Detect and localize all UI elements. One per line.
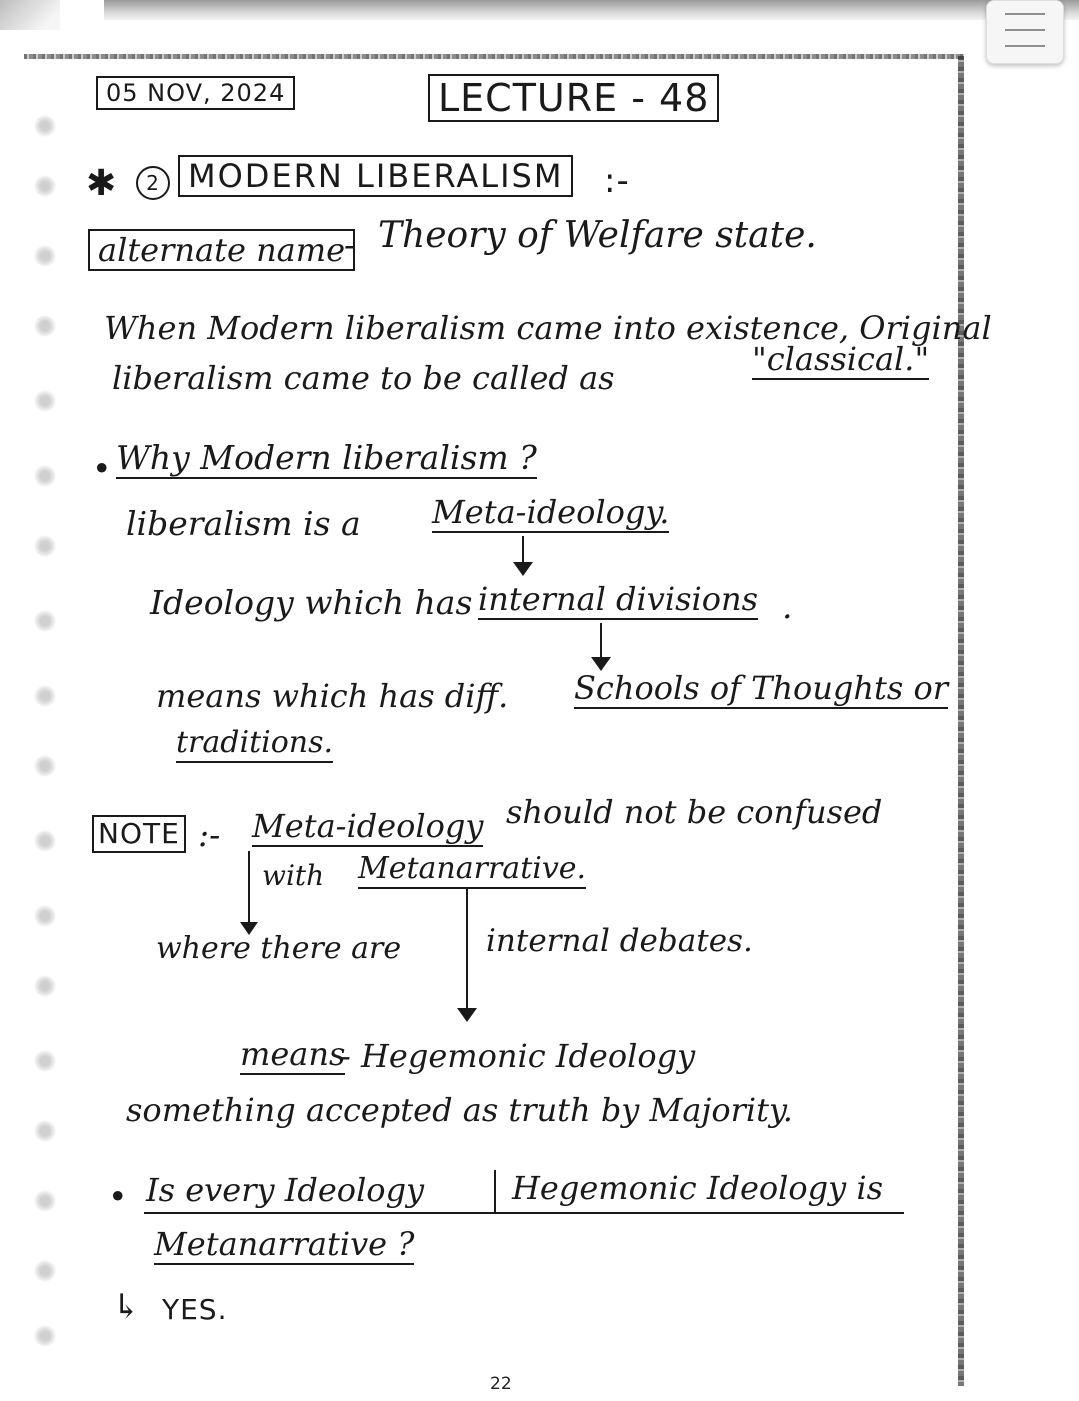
majority-line: something accepted as truth by Majority. <box>126 1091 793 1129</box>
intro-line-1: When Modern liberalism came into existence, Original <box>104 309 992 347</box>
answer-arrow-icon: ↳ <box>112 1287 141 1327</box>
internal-debates: internal debates. <box>486 923 753 959</box>
where-line: where there are <box>156 931 402 966</box>
hegemonic-ideology: - Hegemonic Ideology <box>340 1037 696 1075</box>
note-colon: :- <box>198 815 221 854</box>
note-label: NOTE <box>92 815 186 853</box>
divider-line <box>466 888 468 1010</box>
classical-term: "classical." <box>752 340 930 378</box>
schools-line: means which has diff. <box>156 677 509 715</box>
page-number: 22 <box>490 1374 512 1394</box>
meta-ideology-line: liberalism is a <box>126 504 361 543</box>
scan-edge <box>0 0 60 30</box>
metanarrative-question: Metanarrative ? <box>154 1225 415 1263</box>
bullet: • <box>92 449 112 488</box>
note-text: should not be confused <box>506 793 883 831</box>
page-border-right <box>958 56 964 1386</box>
notebook-binding-holes <box>34 115 62 1355</box>
section-number: 2 <box>136 166 170 200</box>
bullet: • <box>108 1177 128 1216</box>
arrow-down-icon <box>513 562 533 576</box>
ideology-line-end: . <box>782 587 793 626</box>
scan-edge-top <box>104 0 1079 20</box>
metanarrative-term: Metanarrative. <box>358 854 586 889</box>
alternate-name-dash: - <box>344 225 356 264</box>
answer-text: YES. <box>162 1293 228 1326</box>
internal-divisions-term: internal divisions <box>478 580 759 618</box>
ideology-line: Ideology which has <box>150 583 473 622</box>
note-with: with <box>262 859 325 892</box>
lecture-title: LECTURE - 48 <box>428 74 719 122</box>
arrow-down-icon <box>457 1008 477 1022</box>
why-question: Why Modern liberalism ? <box>116 438 537 477</box>
heading-suffix: :- <box>604 161 630 201</box>
star-mark: ✱ <box>86 163 118 204</box>
menu-button[interactable] <box>986 0 1064 64</box>
date-label: 05 NOV, 2024 <box>96 76 295 110</box>
intro-line-2: liberalism came to be called as <box>112 359 615 397</box>
underline <box>144 1212 904 1214</box>
divider-line <box>494 1170 496 1212</box>
schools-term: Schools of Thoughts or <box>574 669 949 707</box>
alternate-name-label: alternate name <box>88 229 355 271</box>
section-title: MODERN LIBERALISM <box>178 155 573 197</box>
alternate-name-value: Theory of Welfare state. <box>378 215 817 256</box>
page-border-top <box>24 54 964 59</box>
meta-ideology-term: Meta-ideology. <box>432 493 670 531</box>
hamburger-menu-icon <box>1005 13 1045 15</box>
bracket-line <box>248 851 250 929</box>
note-meta-ideology: Meta-ideology <box>252 807 484 845</box>
traditions-term: traditions. <box>176 728 333 763</box>
question-part-2: Hegemonic Ideology is <box>512 1169 884 1207</box>
question-part-1: Is every Ideology <box>146 1171 425 1209</box>
means-term: means <box>240 1035 346 1073</box>
